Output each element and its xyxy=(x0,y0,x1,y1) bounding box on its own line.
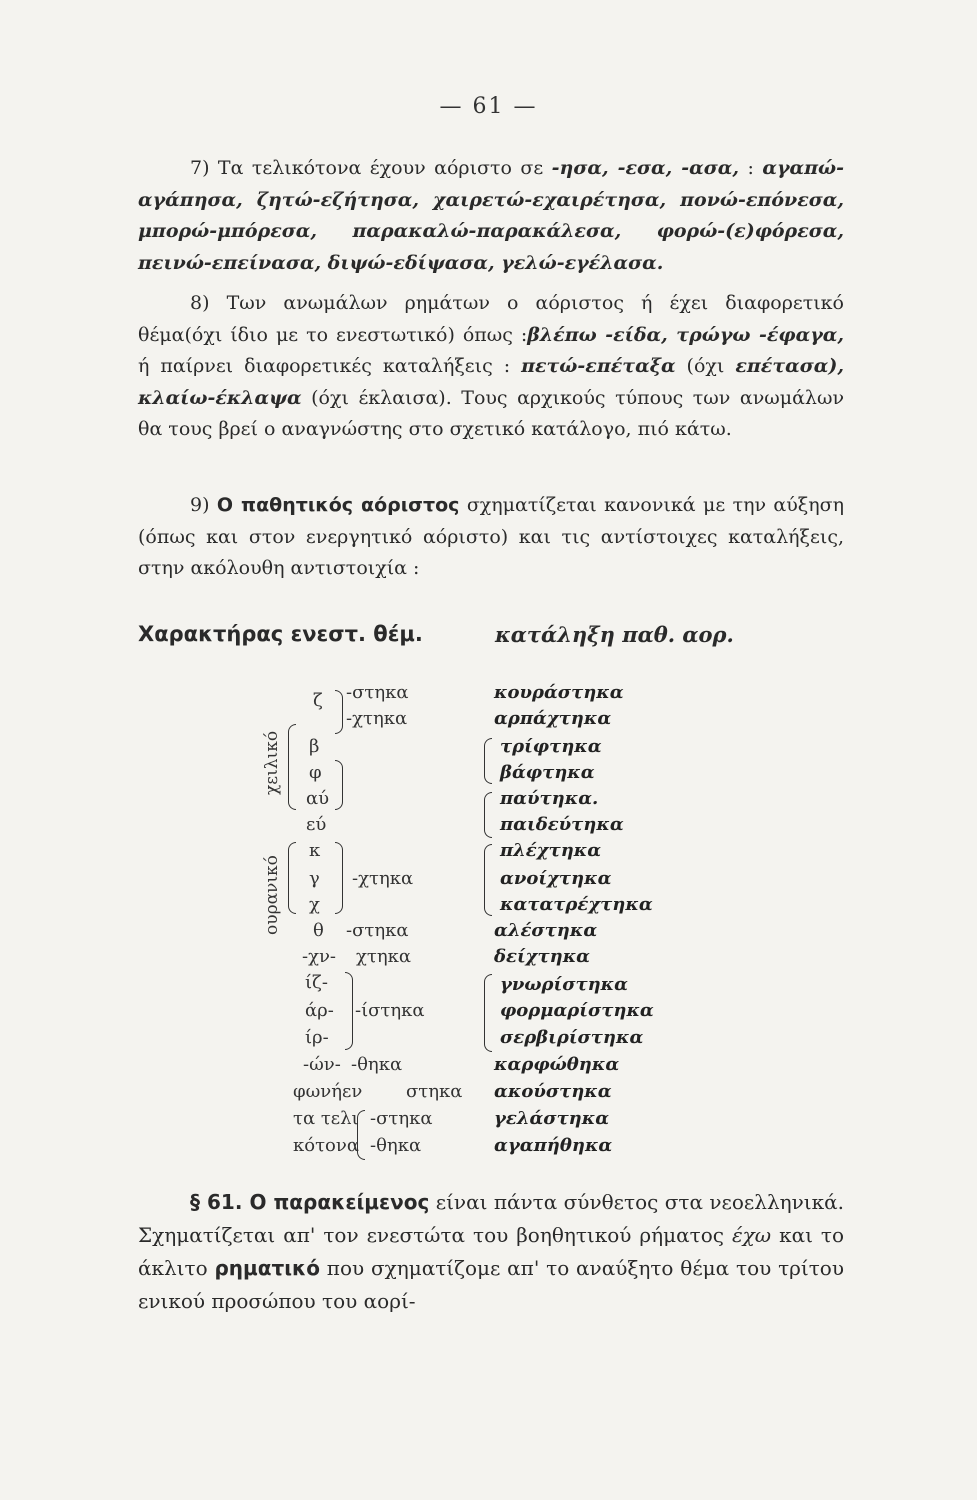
result-cell: αρπάχτηκα xyxy=(494,708,612,729)
p8-bold-2: πετώ-επέταξα xyxy=(521,355,676,377)
brace-results xyxy=(484,738,492,784)
result-cell: δείχτηκα xyxy=(494,946,591,967)
p9-text-1: 9) xyxy=(190,494,217,516)
brace-labial xyxy=(288,724,296,810)
p8-bold-4: κλαίω-έκλαψα xyxy=(138,386,302,409)
section-61 xyxy=(138,1186,844,1318)
result-cell: κουράστηκα xyxy=(494,682,624,703)
p8-bold-1: βλέπω -είδα, τρώγω -έφαγα, xyxy=(527,323,844,346)
result-cell: ανοίχτηκα xyxy=(500,868,612,889)
ending-cell: -χτηκα xyxy=(352,868,414,889)
p8-text-3: (όχι xyxy=(675,355,736,377)
ending-cell: στηκα xyxy=(406,1081,463,1102)
ending-cell: -στηκα xyxy=(346,920,409,941)
brace-results xyxy=(484,974,492,1052)
p8-text-5: (όχι έκλαισα). Τους αρχικούς τύπους των ανωμάλων θα τους βρεί ο αναγνώστης στο σχετικό κατάλογο, πιό κάτω. xyxy=(138,386,844,440)
char-cell: θ xyxy=(313,920,324,941)
result-cell: τρίφτηκα xyxy=(500,736,602,757)
p9-bold-1: Ο παθητικός αόριστος xyxy=(216,494,460,516)
result-cell: βάφτηκα xyxy=(500,762,595,783)
result-cell: παύτηκα. xyxy=(500,788,599,809)
char-cell: γ xyxy=(309,868,320,889)
group-label-velar: ουρανικό xyxy=(262,855,282,935)
ending-cell: χτηκα xyxy=(356,946,412,967)
ending-cell: -χτηκα xyxy=(346,708,408,729)
brace-small xyxy=(335,760,343,810)
brace-small xyxy=(335,842,343,914)
section-61-number: § 61. xyxy=(190,1190,250,1214)
char-cell: ζ xyxy=(313,690,323,711)
brace-results xyxy=(484,844,492,916)
char-cell: κότονα xyxy=(293,1135,359,1156)
result-cell: παιδεύτηκα xyxy=(500,814,624,835)
p8-bold-3: επέτασα), xyxy=(735,355,844,377)
section-61-italic: έχω xyxy=(731,1223,772,1247)
table-header-ending: κατάληξη παθ. αορ. xyxy=(495,622,734,647)
section-61-text-3: που σχηματίζομε απ' το αναύξητο θέμα του τρίτου ενικού προσώπου του αορί- xyxy=(138,1256,844,1313)
brace-small xyxy=(345,972,353,1050)
result-cell: ακούστηκα xyxy=(494,1081,612,1102)
char-cell: ίρ- xyxy=(305,1027,329,1048)
p7-lead: 7) Τα τελικότονα έχουν αόριστο σε xyxy=(190,157,552,179)
p7-examples: αγαπώ-αγάπησα, ζητώ-εζήτησα, χαιρετώ-εχαιρέτησα, πονώ-επόνεσα, μπορώ-μπόρεσα, παρακαλώ-παρακάλεσα, φορώ-(ε)φόρεσα, πεινώ-επείνασα, διψώ-εδίψασα, γελώ-εγέλασα. xyxy=(138,157,844,274)
char-cell: β xyxy=(309,736,320,757)
char-cell: -ών- xyxy=(303,1054,341,1075)
section-61-title: Ο παρακείμενος xyxy=(249,1190,430,1214)
char-cell: φωνήεν xyxy=(293,1081,363,1102)
char-cell: ίζ- xyxy=(305,972,328,993)
paragraph-8 xyxy=(138,288,844,446)
char-cell: κ xyxy=(309,840,321,861)
char-cell: εύ xyxy=(306,814,327,835)
result-cell: φορμαρίστηκα xyxy=(500,1000,654,1021)
p7-endings: -ησα, -εσα, -ασα, xyxy=(551,157,740,179)
brace-small xyxy=(335,690,343,734)
p9-text-2: σχηματίζεται κανονικά με την αύξηση (όπως και στον ενεργητικό αόριστο) και τις αντίστοιχες καταλήξεις, στην ακόλουθη αντιστοιχία : xyxy=(138,494,844,579)
section-61-text-2: και το άκλιτο xyxy=(138,1223,845,1280)
char-cell: φ xyxy=(309,762,322,783)
char-cell: αύ xyxy=(306,788,330,809)
page-number: — 61 — xyxy=(439,94,538,119)
result-cell: αγαπήθηκα xyxy=(494,1135,613,1156)
result-cell: σερβιρίστηκα xyxy=(500,1027,644,1048)
result-cell: καρφώθηκα xyxy=(494,1054,620,1075)
ending-cell: -θηκα xyxy=(351,1054,403,1075)
char-cell: τα τελι xyxy=(293,1108,359,1129)
brace-results xyxy=(484,792,492,838)
char-cell: άρ- xyxy=(305,1000,334,1021)
result-cell: αλέστηκα xyxy=(494,920,598,941)
section-61-text-1: είναι πάντα σύνθετος στα νεοελληνικά. Σχηματίζεται απ' τον ενεστώτα του βοηθητικού ρήματος xyxy=(138,1190,844,1247)
ending-cell: -στηκα xyxy=(346,682,409,703)
table-header-character: Χαρακτήρας ενεστ. θέμ. xyxy=(138,622,423,646)
ending-cell: -ίστηκα xyxy=(355,1000,425,1021)
char-cell: χ xyxy=(309,894,320,915)
result-cell: γελάστηκα xyxy=(494,1108,610,1129)
ending-cell: -θηκα xyxy=(370,1135,422,1156)
paragraph-7 xyxy=(138,153,844,279)
result-cell: κατατρέχτηκα xyxy=(500,894,653,915)
p8-text-2: ή παίρνει διαφορετικές καταλήξεις : xyxy=(138,355,522,377)
brace-small xyxy=(357,1110,365,1160)
section-61-bold: ρηματικό xyxy=(214,1256,320,1280)
result-cell: γνωρίστηκα xyxy=(500,974,629,995)
result-cell: πλέχτηκα xyxy=(500,840,602,861)
p8-text-1: 8) Των ανωμάλων ρημάτων ο αόριστος ή έχει διαφορετικό θέμα(όχι ίδιο με το ενεστωτικό) όπως : xyxy=(138,292,844,346)
char-cell: -χν- xyxy=(302,946,337,967)
ending-cell: -στηκα xyxy=(370,1108,433,1129)
paragraph-9 xyxy=(138,490,844,585)
group-label-labial: χειλικό xyxy=(262,730,282,795)
p7-colon: : xyxy=(739,157,763,179)
brace-velar xyxy=(288,842,296,914)
